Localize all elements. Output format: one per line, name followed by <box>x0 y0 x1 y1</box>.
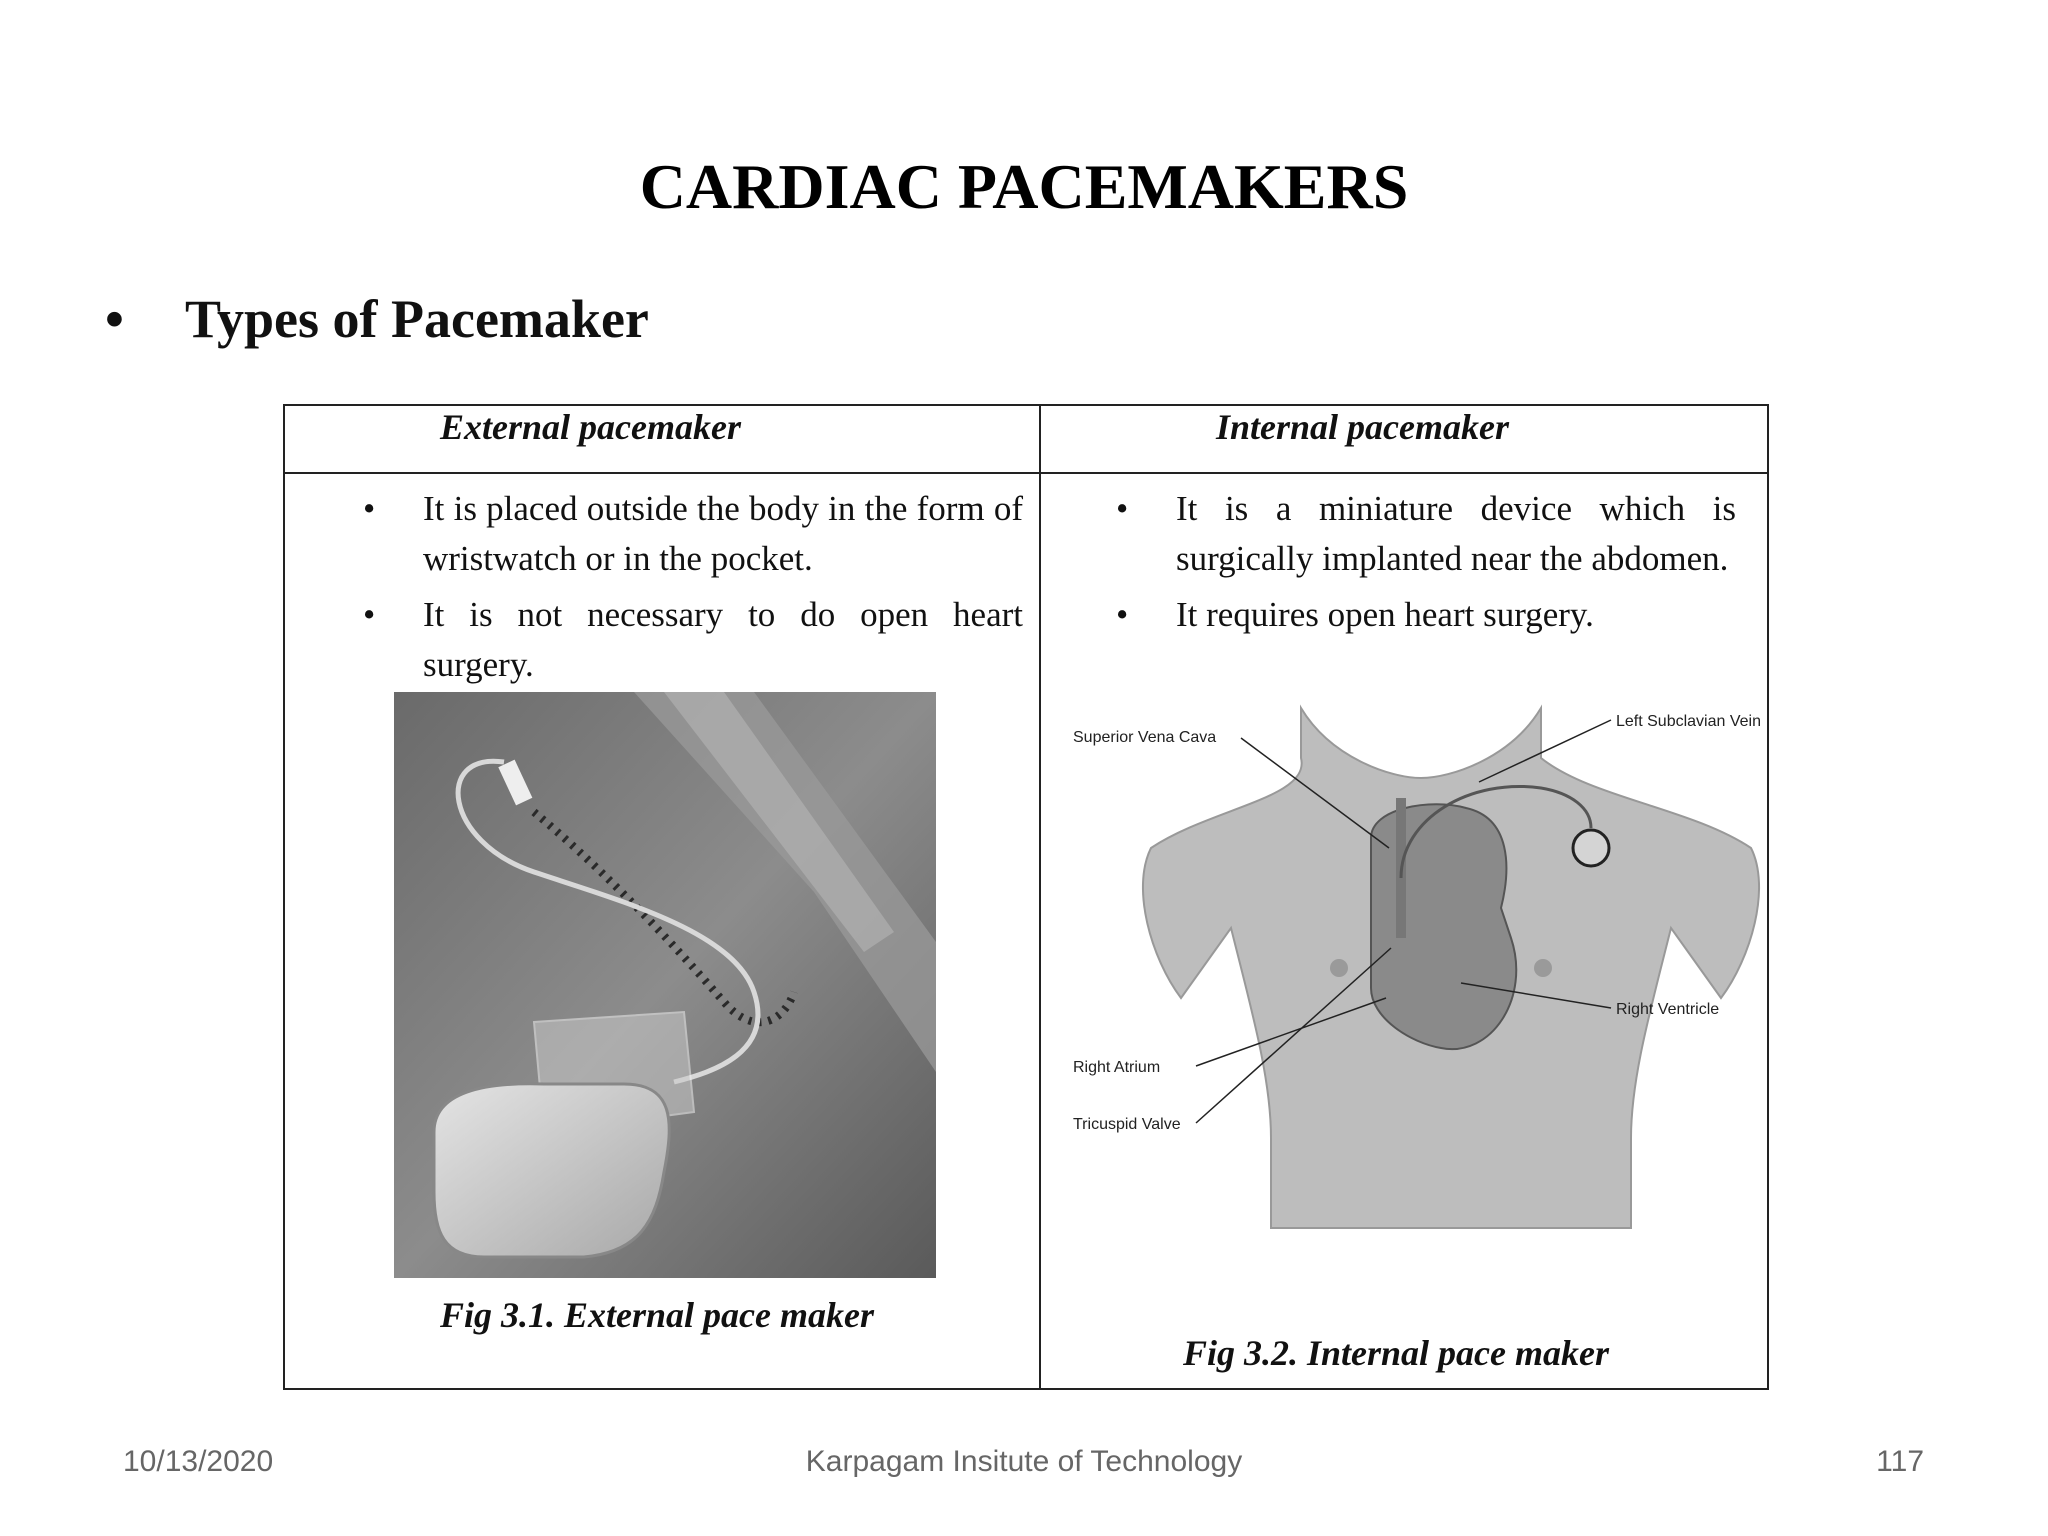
external-points <box>363 484 1023 696</box>
external-pacemaker-photo <box>394 692 936 1278</box>
internal-pacemaker-diagram <box>1071 698 1771 1238</box>
label-right-atrium: Right Atrium <box>1073 1059 1161 1076</box>
label-left-subclavian-vein: Left Subclavian Vein <box>1616 713 1761 730</box>
table-body-row <box>284 473 1768 1389</box>
slide-title: CARDIAC PACEMAKERS <box>639 151 1409 222</box>
label-tricuspid-valve: Tricuspid Valve <box>1073 1116 1181 1133</box>
list-item: • It is placed outside the body in the form of wristwatch or in the pocket. <box>363 489 1023 578</box>
list-item: • It requires open heart surgery. <box>1116 595 1594 634</box>
label-right-ventricle: Right Ventricle <box>1616 1001 1720 1018</box>
bullet-dot: • <box>105 289 124 349</box>
label-superior-vena-cava: Superior Vena Cava <box>1073 729 1217 746</box>
footer-page-number: 117 <box>1876 1445 1924 1478</box>
internal-points <box>1116 484 1736 646</box>
external-cell <box>284 473 1040 1389</box>
list-item: • It is not necessary to do open heart surgery. <box>363 595 1023 684</box>
external-figure-caption: Fig 3.1. External pace maker <box>440 1295 874 1335</box>
table-header-row <box>284 405 1768 473</box>
internal-cell <box>1040 473 1768 1389</box>
header-internal: Internal pacemaker <box>1040 405 1768 473</box>
section-heading: Types of Pacemaker <box>185 289 649 349</box>
header-external: External pacemaker <box>284 405 1040 473</box>
comparison-table <box>283 404 1769 1390</box>
list-item: • It is a miniature device which is surgically implanted near the abdomen. <box>1116 489 1736 578</box>
footer-date: 10/13/2020 <box>123 1445 274 1478</box>
internal-figure-caption: Fig 3.2. Internal pace maker <box>1183 1333 1610 1373</box>
footer-institute: Karpagam Insitute of Technology <box>805 1445 1243 1478</box>
